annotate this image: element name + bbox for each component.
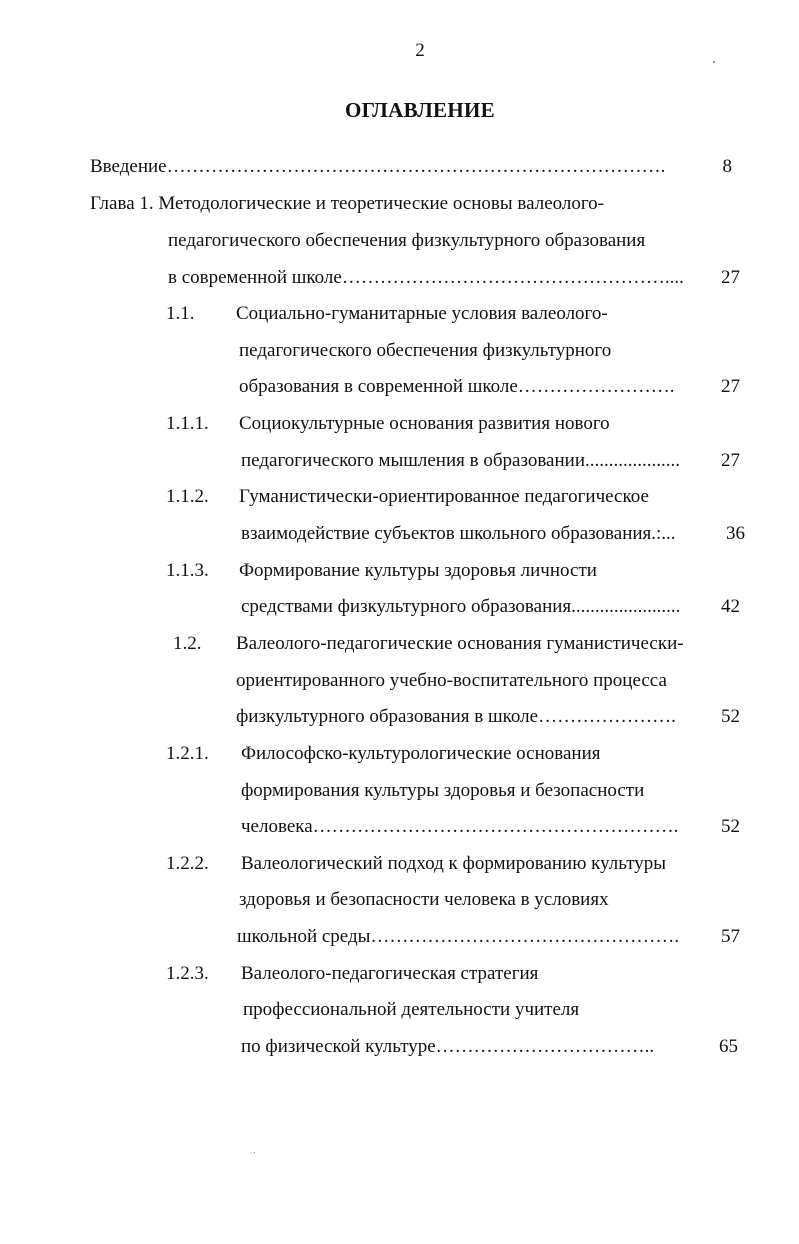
toc-entry-text: Валеолого-педагогические основания гуманистически-: [236, 633, 684, 654]
toc-entry-text: формирования культуры здоровья и безопасности: [241, 780, 645, 801]
toc-section-number: 1.1.2.: [166, 486, 209, 507]
toc-page-number: 42: [721, 596, 740, 617]
toc-page-number: 52: [721, 706, 740, 727]
toc-section-number: 1.1.: [166, 303, 195, 324]
toc-section-number: 1.2.1.: [166, 743, 209, 764]
toc-page-number: 36: [726, 523, 745, 544]
toc-entry-text: физкультурного образования в школе………………….: [236, 706, 676, 727]
toc-page-number: 52: [721, 816, 740, 837]
page-title: ОГЛАВЛЕНИЕ: [345, 98, 495, 122]
toc-entry-text: профессиональной деятельности учителя: [243, 999, 580, 1020]
toc-page-number: 27: [721, 376, 740, 397]
toc-section-number: 1.2.2.: [166, 853, 209, 874]
page-number: 2: [415, 40, 425, 61]
toc-entry-text: Гуманистически-ориентированное педагогическое: [239, 486, 649, 507]
toc-entry-text: Глава 1. Методологические и теоретические основы валеолого-: [90, 193, 605, 214]
toc-entry-text: Социокультурные основания развития нового: [239, 413, 610, 434]
scan-speck: [713, 61, 715, 63]
toc-entry-text: Валеолого-педагогическая стратегия: [241, 963, 539, 984]
toc-entry-text: педагогического мышления в образовании....................: [241, 450, 680, 471]
toc-entry-text: педагогического обеспечения физкультурного: [239, 340, 612, 361]
toc-entry-text: Формирование культуры здоровья личности: [239, 560, 597, 581]
toc-entry-text: средствами физкультурного образования.......................: [241, 596, 681, 617]
toc-entry-text: в современной школе……………………………………………....: [168, 267, 684, 288]
toc-entry-text: Валеологический подход к формированию культуры: [241, 853, 667, 874]
toc-entry-text: школьной среды………………………………………….: [237, 926, 680, 947]
toc-entry-text: по физической культуре……………………………..: [241, 1036, 655, 1057]
toc-page-number: 65: [719, 1036, 738, 1057]
toc-entry-text: Введение…………………………………………………………………….: [90, 156, 666, 177]
toc-section-number: 1.2.: [173, 633, 202, 654]
toc-entry-text: взаимодействие субъектов школьного образования.:...: [241, 523, 676, 544]
toc-page-number: 27: [721, 267, 740, 288]
toc-section-number: 1.1.3.: [166, 560, 209, 581]
scan-speck: [254, 1152, 255, 1153]
toc-section-number: 1.2.3.: [166, 963, 209, 984]
toc-entry-text: образования в современной школе…………………….: [239, 376, 675, 397]
toc-entry-text: Социально-гуманитарные условия валеолого-: [236, 303, 608, 324]
toc-entry-text: ориентированного учебно-воспитательного процесса: [236, 670, 667, 691]
toc-entry-text: педагогического обеспечения физкультурного образования: [168, 230, 646, 251]
toc-page-number: 57: [721, 926, 740, 947]
toc-entry-text: здоровья и безопасности человека в условиях: [239, 889, 609, 910]
toc-entry-text: человека………………………………………………….: [241, 816, 679, 837]
toc-page-number: 27: [721, 450, 740, 471]
toc-page-number: 8: [722, 156, 732, 177]
toc-entry-text: Философско-культурологические основания: [241, 743, 601, 764]
toc-section-number: 1.1.1.: [166, 413, 209, 434]
